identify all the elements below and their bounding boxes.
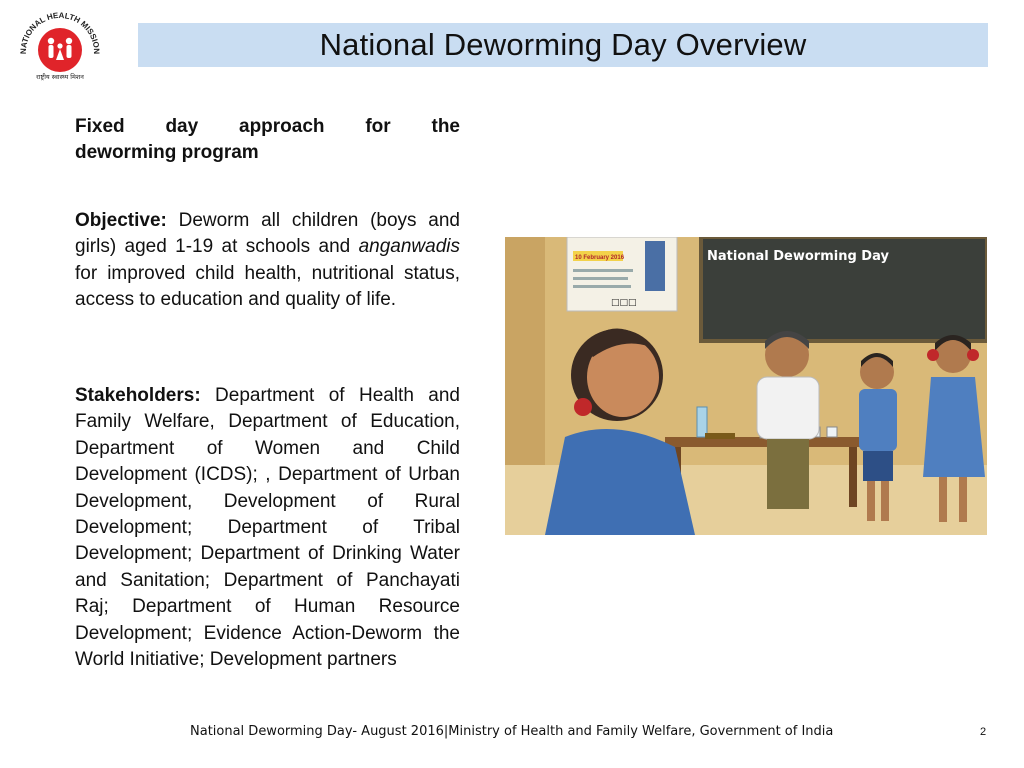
footer-text: National Deworming Day- August 2016|Ministry of Health and Family Welfare, Government of India <box>190 724 834 739</box>
poster-figure <box>645 241 665 291</box>
poster-line <box>573 277 628 280</box>
cup <box>827 427 837 437</box>
nhm-logo <box>14 10 106 82</box>
classroom-illustration <box>505 237 987 535</box>
boy-leg <box>881 481 889 521</box>
girl-right-leg <box>959 477 967 522</box>
book <box>705 433 735 439</box>
intro-line-1-text: Fixed day approach for the <box>75 116 460 137</box>
table-leg <box>849 447 857 507</box>
girl-ribbon <box>574 398 592 416</box>
girl-right-leg <box>939 477 947 522</box>
page-title: National Deworming Day Overview <box>319 27 807 62</box>
boy-shirt <box>859 389 897 451</box>
boy-shorts <box>863 451 893 481</box>
poster-date: 10 February 2016 <box>575 255 625 261</box>
poster-line <box>573 269 633 272</box>
intro-line-2-text: deworming program <box>75 142 259 164</box>
objective-text-2: for improved child health, nutritional status, access to education and quality of life. <box>75 262 460 311</box>
stakeholders-paragraph <box>75 383 460 673</box>
poster-line <box>573 285 631 288</box>
objective-label: Objective: <box>75 210 167 231</box>
teacher-trousers <box>767 439 809 509</box>
girl-right-ribbon <box>927 349 939 361</box>
logo-tagline: राष्ट्रीय स्वास्थ्य मिशन <box>36 73 84 81</box>
intro-line-1 <box>75 114 460 140</box>
stakeholders-text: Department of Health and Family Welfare, Department of Education, Department of Women and Child Development (ICDS); , Department of Urban Development, Development of Rural Development; Department of Tribal Development; Department of Drinking Water and Sanitation; Department of Panchayati Raj; Department of Human Resource Development; Evidence Action-Deworm the World Initiative; Development partners <box>75 385 460 671</box>
objective-italic: anganwadis <box>358 236 460 258</box>
poster-boxes: □□□ <box>611 298 637 308</box>
intro-line-2 <box>75 140 460 166</box>
board-title: National Deworming Day <box>707 249 889 264</box>
intro-paragraph <box>75 114 460 167</box>
boy-leg <box>867 481 875 521</box>
girl-right-ribbon <box>967 349 979 361</box>
logo-arc-text: NATIONAL HEALTH MISSION <box>18 10 102 55</box>
stakeholders-label: Stakeholders: <box>75 385 201 406</box>
objective-paragraph <box>75 208 460 314</box>
objective-text-1: Deworm all children (boys and girls) aged 1-19 at schools and <box>75 210 460 258</box>
page-number: 2 <box>980 726 987 738</box>
title-bar <box>138 23 988 67</box>
water-bottle <box>697 407 707 437</box>
girl-right-uniform <box>923 377 985 477</box>
teacher-shirt <box>757 377 819 439</box>
